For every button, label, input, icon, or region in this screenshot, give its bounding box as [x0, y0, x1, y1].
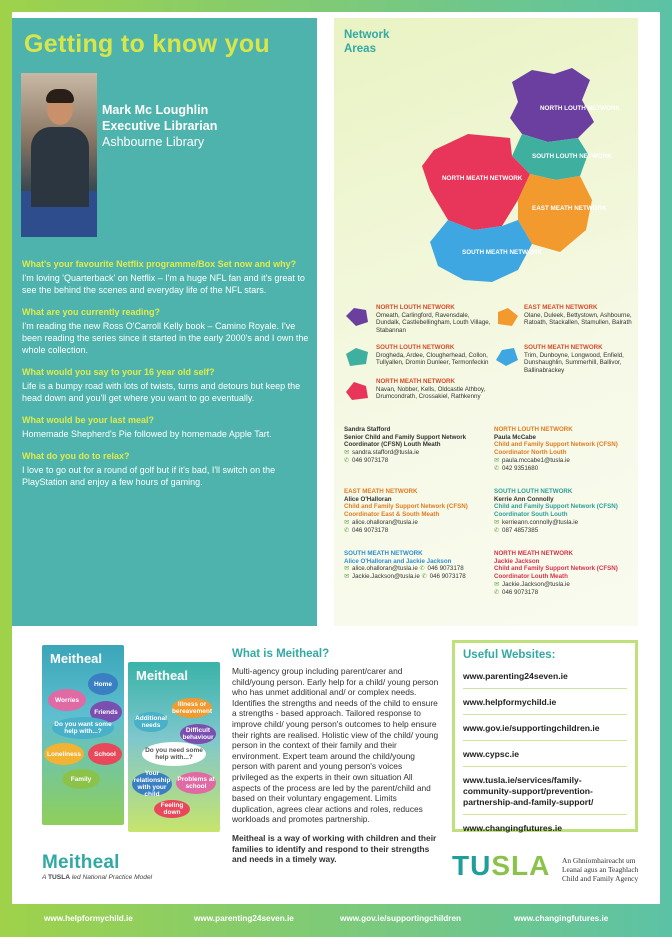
- legend-east-meath: [494, 304, 634, 327]
- person-name: Mark Mc Loughlin: [102, 103, 209, 117]
- bubble: Loneliness: [44, 743, 84, 765]
- bubble: Do you want some help with...?: [52, 717, 114, 739]
- map-label: NORTH LOUTH NETWORK: [540, 105, 621, 112]
- person-role: Executive Librarian: [102, 119, 218, 133]
- bubble: Your relationship with your child: [133, 770, 171, 798]
- agency-irish-line-2: Leanaí agus an Teaghlach: [562, 865, 639, 874]
- bubble: School: [88, 743, 122, 765]
- map-label: EAST MEATH NETWORK: [532, 205, 607, 212]
- phone-icon: ✆: [494, 526, 500, 534]
- contact-phone: 046 9073178: [352, 526, 389, 534]
- meitheal-booklet-young-people: [42, 645, 124, 825]
- interview-panel: [12, 18, 317, 626]
- contact-title: EAST MEATH NETWORK: [344, 488, 418, 495]
- email-icon: ✉: [344, 565, 350, 573]
- contact-title: NORTH MEATH NETWORK: [494, 550, 573, 557]
- person-info: [102, 102, 217, 150]
- footer-link[interactable]: www.gov.ie/supportingchildren: [340, 914, 461, 923]
- contact-name: Alice O'Halloran and Jackie Jackson: [344, 557, 452, 565]
- footer-bar: [0, 904, 672, 937]
- contact-email[interactable]: Jackie.Jackson@tusla.ie: [502, 580, 570, 588]
- website-link[interactable]: www.tusla.ie/services/family-community-support/prevention-partnership-and-family-support/: [463, 775, 627, 815]
- contact-role: Senior Child and Family Support Network Coordinator (CFSN) Louth Meath: [344, 433, 467, 449]
- profile-photo: [21, 73, 97, 237]
- legend-title: EAST MEATH NETWORK: [524, 304, 598, 311]
- logo-tagline-rest: led National Practice Model: [71, 874, 153, 881]
- contact-name: Alice O'Halloran: [344, 495, 392, 503]
- agency-english: Child and Family Agency: [562, 874, 639, 883]
- legend-title: NORTH MEATH NETWORK: [376, 378, 455, 385]
- legend-title: NORTH LOUTH NETWORK: [376, 304, 455, 311]
- contact-title: SOUTH MEATH NETWORK: [344, 550, 423, 557]
- phone-icon: ✆: [344, 526, 350, 534]
- bubble: Do you need some help with...?: [142, 742, 206, 766]
- footer-link[interactable]: www.helpformychild.ie: [44, 914, 133, 923]
- website-link[interactable]: www.changingfutures.ie: [463, 823, 562, 833]
- answer: Life is a bumpy road with lots of twists, turns and detours but keep the head down and you'll get where you want to go eventually.: [22, 381, 301, 403]
- meitheal-logo-text: Meitheal: [42, 852, 120, 873]
- email-icon: ✉: [494, 456, 500, 464]
- contact-phone: 046 9073178: [427, 565, 464, 573]
- contact-role: Child and Family Support Network (CFSN) Coordinator East & South Meath: [344, 503, 468, 519]
- contact-phone: 087 4857385: [502, 526, 539, 534]
- useful-websites: [452, 640, 638, 832]
- bubble: Feeling down: [154, 800, 190, 818]
- website-link[interactable]: www.helpformychild.ie: [463, 697, 627, 715]
- contact-role: Child and Family Support Network (CFSN) Coordinator Louth Meath: [494, 565, 618, 581]
- bubble: Family: [62, 769, 100, 789]
- website-link[interactable]: www.parenting24seven.ie: [463, 671, 627, 689]
- email-icon: ✉: [494, 580, 500, 588]
- contact-name: Paula McCabe: [494, 433, 536, 441]
- contact-phone: 042 9351680: [502, 464, 539, 472]
- legend-areas: Trim, Dunboyne, Longwood, Enfield, Dunshaughlin, Summerhill, Ballivor, Ballinabrackey: [524, 351, 624, 374]
- meitheal-heading: What is Meitheal?: [232, 648, 330, 660]
- map-region-north-meath: [422, 134, 530, 230]
- bubble: Friends: [90, 701, 122, 723]
- contact-phone: 046 9073178: [429, 573, 466, 581]
- legend-south-meath: [494, 344, 634, 374]
- bubble: Difficult behaviour: [180, 724, 216, 744]
- network-panel: [334, 18, 638, 626]
- contact-south-meath: [344, 550, 494, 581]
- legend-title: SOUTH LOUTH NETWORK: [376, 344, 455, 351]
- agency-name: [562, 856, 638, 883]
- contact-email[interactable]: alice.ohalloran@tusla.ie: [352, 518, 418, 526]
- bubble: Additional needs: [134, 712, 168, 732]
- contact-email[interactable]: alice.ohalloran@tusla.ie: [352, 565, 418, 573]
- contact-title: SOUTH LOUTH NETWORK: [494, 488, 573, 495]
- logo-tagline-brand: TUSLA: [48, 874, 70, 881]
- contact-role: Child and Family Support Network (CFSN) Coordinator North Louth: [494, 441, 618, 457]
- question: What would you say to your 16 year old self?: [22, 367, 215, 377]
- legend-north-louth: [344, 304, 494, 334]
- meitheal-summary: Meitheal is a way of working with children and their families to identify and respond to their strengths and needs in a timely way.: [232, 832, 437, 865]
- question: What do you do to relax?: [22, 451, 130, 461]
- interview-title: Getting to know you: [24, 30, 270, 58]
- bubble: Illness or bereavement: [172, 698, 212, 718]
- person-library: Ashbourne Library: [102, 135, 205, 149]
- tusla-logo-a: TU: [452, 850, 492, 881]
- answer: I'm loving 'Quarterback' on Netflix – I'm a huge NFL fan and it's great to see the behind the scenes and everyday life of the NFL stars.: [22, 273, 305, 295]
- meitheal-booklet-parents: [128, 662, 220, 832]
- footer-link[interactable]: www.parenting24seven.ie: [194, 914, 294, 923]
- email-icon: ✉: [494, 518, 500, 526]
- bubble: Home: [88, 673, 118, 695]
- what-is-meitheal: [232, 648, 440, 865]
- legend-areas: Olane, Duleek, Bettystown, Ashbourne, Ratoath, Stackallen, Stamullen, Balrath: [524, 311, 632, 327]
- tusla-logo: [452, 850, 550, 882]
- phone-icon: ✆: [494, 588, 500, 596]
- phone-icon: ✆: [344, 456, 350, 464]
- network-title: Network Areas: [344, 29, 390, 55]
- legend-south-louth: [344, 344, 494, 367]
- question: What would be your last meal?: [22, 415, 155, 425]
- contact-email[interactable]: Jackie.Jackson@tusla.ie: [352, 573, 420, 581]
- booklet-title: Meitheal: [50, 651, 103, 666]
- legend-areas: Omeath, Carlingford, Ravensdale, Dundalk, Castlebellingham, Louth Village, Stabannan: [376, 311, 491, 334]
- contact-email[interactable]: sandra.stafford@tusla.ie: [352, 449, 420, 457]
- email-icon: ✉: [344, 449, 350, 457]
- question: What are you currently reading?: [22, 307, 161, 317]
- map-label: SOUTH LOUTH NETWORK: [532, 153, 612, 160]
- meitheal-body: Multi-agency group including parent/carer and child/young person. Early help for a child/ young person who has unmet additional and/ or complex needs. Identifies the strengths and needs of the child to ensure a strengths - based approach. Tailored response to improve child/ young person's outcomes to help ensure their rights are realised. Holistic view of the child/ young person in the context of their family and their environment. Expert team around the child/young person with parent and young person's voices privileged as the experts in their own situation All aspects of the process are led by the parent/child and based on their voluntary engagement. Limits duplication, agrees clear actions and roles, reduces workloads and promotes partnership.: [232, 666, 439, 825]
- qa-list: [22, 258, 310, 498]
- contact-name: Sandra Stafford: [344, 426, 391, 433]
- answer: I'm reading the new Ross O'Carroll Kelly book – Camino Royale. I've been reading the series since it started in the early 2000's and I own the whole collection.: [22, 321, 309, 355]
- contact-sandra: [344, 426, 489, 465]
- legend-areas: Navan, Nobber, Kells, Oldcastle Athboy, Drumcondrath, Crossakiel, Rathkenny: [376, 385, 486, 401]
- legend-areas: Drogheda, Ardee, Clougherhead, Collon, Tullyallen, Dromin Dunleer, Termonfeckin: [376, 351, 489, 367]
- contact-email[interactable]: kerrieann.connolly@tusla.ie: [502, 518, 579, 526]
- contact-north-louth: [494, 426, 634, 472]
- contact-east-meath: [344, 488, 489, 534]
- contact-south-louth: [494, 488, 634, 534]
- footer-link[interactable]: www.changingfutures.ie: [514, 914, 609, 923]
- email-icon: ✉: [344, 518, 350, 526]
- useful-heading: Useful Websites:: [463, 649, 556, 661]
- network-map: [342, 30, 634, 300]
- question: What's your favourite Netflix programme/Box Set now and why?: [22, 259, 297, 269]
- contact-name: Jackie Jackson: [494, 557, 540, 565]
- bubble: Problems at school: [176, 772, 216, 794]
- contact-title: NORTH LOUTH NETWORK: [494, 426, 573, 433]
- map-label: SOUTH MEATH NETWORK: [462, 249, 542, 256]
- contact-phone: 046 9073178: [352, 456, 389, 464]
- contact-role: Child and Family Support Network (CFSN) Coordinator South Louth: [494, 503, 618, 519]
- bubble: Worries: [48, 689, 86, 711]
- phone-icon: ✆: [419, 565, 425, 573]
- phone-icon: ✆: [494, 464, 500, 472]
- phone-icon: ✆: [421, 573, 427, 581]
- booklet-title: Meitheal: [136, 668, 189, 683]
- contact-email[interactable]: paula.mccabe1@tusla.ie: [502, 456, 570, 464]
- contact-name: Kerrie Ann Connolly: [494, 495, 554, 503]
- answer: Homemade Shepherd's Pie followed by homemade Apple Tart.: [22, 429, 272, 439]
- website-link[interactable]: www.cypsc.ie: [463, 749, 627, 767]
- website-link[interactable]: www.gov.ie/supportingchildren.ie: [463, 723, 627, 741]
- answer: I love to go out for a round of golf but if it's bad, I'll switch on the PlayStation and enjoy a few hours of gaming.: [22, 465, 276, 487]
- contact-north-meath: [494, 550, 634, 596]
- contact-phone: 046 9073178: [502, 588, 539, 596]
- logo-tagline-prefix: A: [42, 874, 47, 881]
- agency-irish-line-1: An Ghníomhaireacht um: [562, 856, 636, 865]
- email-icon: ✉: [344, 573, 350, 581]
- map-label: NORTH MEATH NETWORK: [442, 175, 523, 182]
- legend-north-meath: [344, 378, 494, 401]
- legend-title: SOUTH MEATH NETWORK: [524, 344, 603, 351]
- tusla-logo-b: SLA: [491, 850, 551, 881]
- meitheal-logo: [42, 852, 152, 881]
